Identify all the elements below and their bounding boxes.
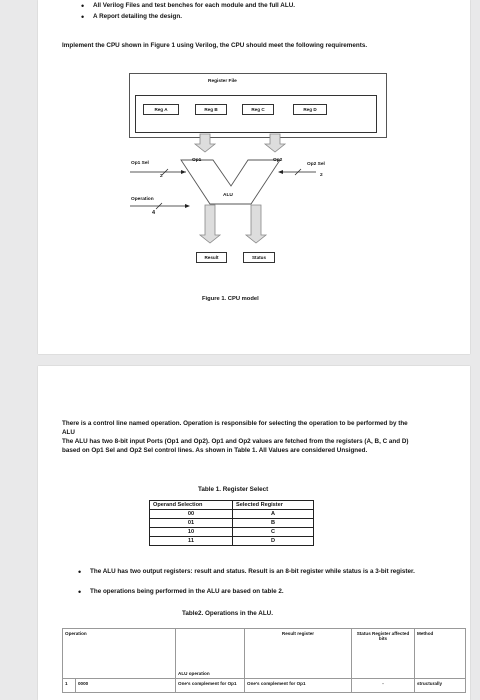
table-row bbox=[150, 510, 314, 519]
operation-width: 4 bbox=[152, 210, 156, 216]
status-arrow bbox=[246, 205, 266, 243]
requirement-bullet: All Verilog Files and test benches for each module and the full ALU. bbox=[93, 2, 296, 9]
document-page-2 bbox=[38, 366, 470, 700]
output-registers-bullet: The ALU has two output registers: result and status. Result is an 8-bit register while status is a 3-bit register. bbox=[90, 568, 415, 575]
bullet-marker: • bbox=[78, 587, 82, 597]
table-row bbox=[150, 519, 314, 528]
register-c: Reg C bbox=[242, 104, 274, 115]
register-a: Reg A bbox=[143, 104, 179, 115]
table2-subheader-cell bbox=[176, 629, 245, 679]
table2-subheader: ALU operation bbox=[178, 671, 210, 676]
op1-sel-label: Op1 Sel bbox=[131, 161, 149, 166]
table-cell: 00 bbox=[150, 510, 233, 519]
op2-sel-label: Op2 Sel bbox=[307, 162, 325, 167]
bullet-marker: • bbox=[81, 1, 85, 11]
bullet-marker: • bbox=[78, 567, 82, 577]
op2-sel-width: 2 bbox=[320, 173, 323, 178]
result-arrow bbox=[200, 205, 220, 243]
op1-down-arrow bbox=[195, 134, 215, 152]
bullet-marker: • bbox=[81, 12, 85, 22]
table1-header: Operand Selection bbox=[150, 501, 233, 510]
result-register: Result bbox=[196, 252, 227, 263]
table-cell: One's complement for Op1 bbox=[176, 679, 245, 693]
table-cell: D bbox=[233, 537, 314, 546]
op2-down-arrow bbox=[265, 134, 285, 152]
op2-label: Op2 bbox=[273, 158, 283, 163]
op1-sel-width: 2 bbox=[160, 174, 163, 179]
intro-paragraph: Implement the CPU shown in Figure 1 using Verilog, the CPU should meet the following requirements. bbox=[62, 42, 368, 49]
document-page-1 bbox=[38, 0, 470, 354]
table-cell: 10 bbox=[150, 528, 233, 537]
table2-header-operation: Operation bbox=[63, 629, 176, 679]
table-cell: A bbox=[233, 510, 314, 519]
alu-operations-table bbox=[62, 628, 466, 693]
figure-caption: Figure 1. CPU model bbox=[202, 296, 259, 302]
operations-bullet: The operations being performed in the ALU are based on table 2. bbox=[90, 588, 284, 595]
table1-header: Selected Register bbox=[233, 501, 314, 510]
register-file-label: Register File bbox=[208, 79, 237, 84]
requirement-bullet: A Report detailing the design. bbox=[93, 13, 182, 20]
table-cell: 01 bbox=[150, 519, 233, 528]
alu-ports-paragraph: The ALU has two 8-bit input Ports (Op1 and Op2). Op1 and Op2 values are fetched from the registers (A, B, C and D) based on Op1 Sel and Op2 Sel control lines. As shown in Table 1. All Values are considered Unsigned. bbox=[62, 438, 409, 454]
status-register: Status bbox=[243, 252, 275, 263]
table1-caption: Table 1. Register Select bbox=[198, 486, 269, 493]
table-cell: B bbox=[233, 519, 314, 528]
table-cell: 11 bbox=[150, 537, 233, 546]
table-cell: 0000 bbox=[76, 679, 176, 693]
alu-label: ALU bbox=[223, 193, 233, 198]
table-cell: 1 bbox=[63, 679, 76, 693]
op1-label: Op1 bbox=[192, 158, 202, 163]
table-cell: structurally bbox=[415, 679, 466, 693]
table-cell: One's complement for Op1 bbox=[245, 679, 352, 693]
table-row bbox=[150, 537, 314, 546]
table-cell: C bbox=[233, 528, 314, 537]
table-row bbox=[150, 528, 314, 537]
table-row bbox=[63, 679, 466, 693]
register-select-table bbox=[149, 500, 314, 546]
table2-header-method: Method bbox=[415, 629, 466, 679]
table-cell: - bbox=[352, 679, 415, 693]
register-d: Reg D bbox=[293, 104, 327, 115]
table2-header-result: Result register bbox=[245, 629, 352, 679]
table2-caption: Table2. Operations in the ALU. bbox=[182, 610, 273, 617]
operation-paragraph: There is a control line named operation. Operation is responsible for selecting the operation to be performed by the ALU bbox=[62, 420, 408, 436]
operation-label: Operation bbox=[131, 197, 154, 202]
table2-header-status: Status Register affected bits bbox=[352, 629, 415, 679]
register-b: Reg B bbox=[195, 104, 227, 115]
